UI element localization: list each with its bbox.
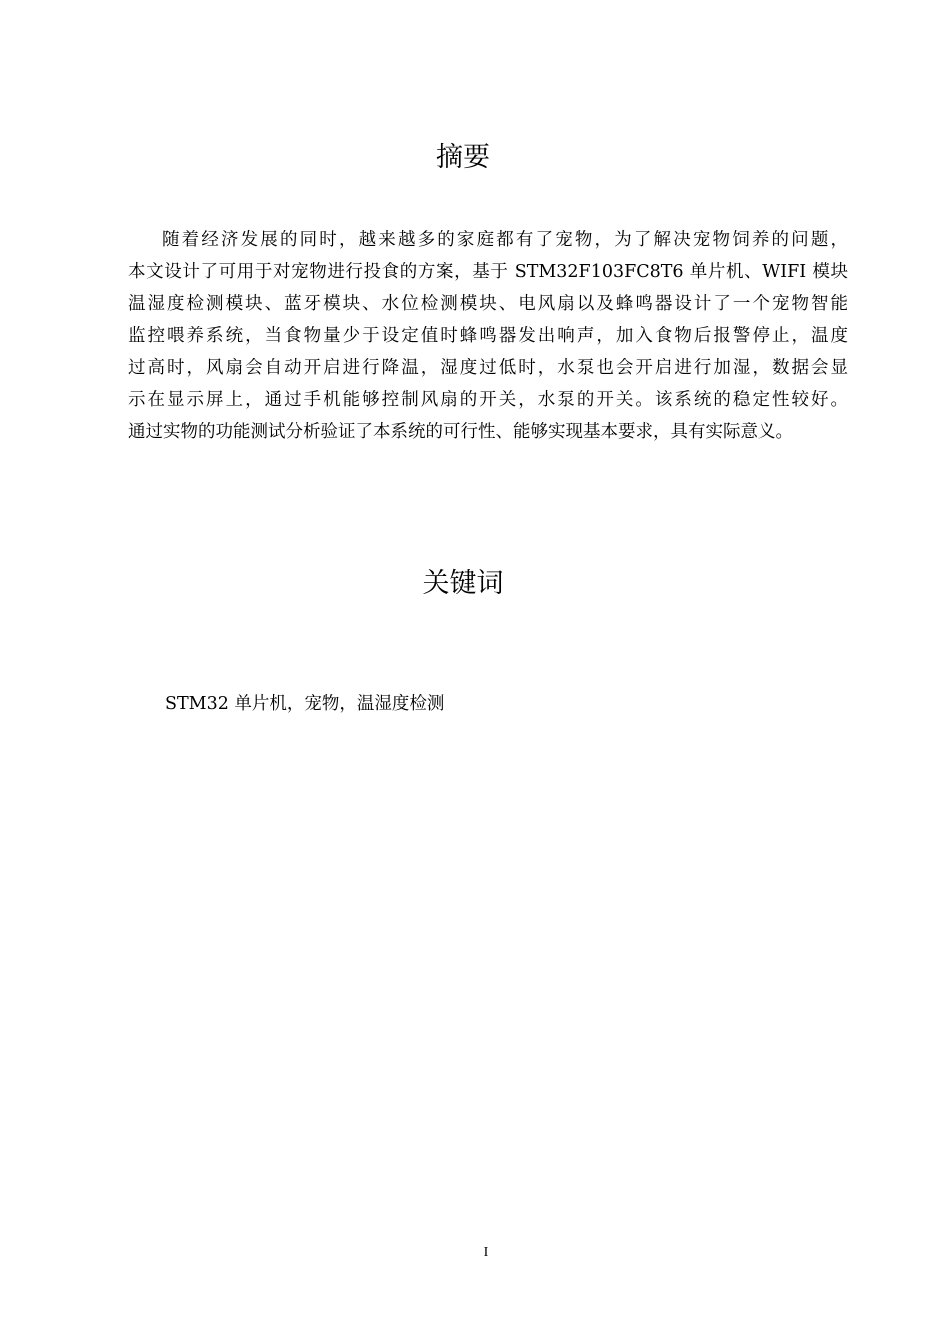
abstract-body: [128, 224, 848, 448]
keywords-text: STM32 单片机，宠物，温湿度检测: [165, 694, 445, 714]
abstract-line: 温湿度检测模块、蓝牙模块、水位检测模块、电风扇以及蜂鸣器设计了一个宠物智能: [128, 294, 848, 314]
keywords-title: 关键词: [422, 568, 504, 599]
abstract-line: 通过实物的功能测试分析验证了本系统的可行性、能够实现基本要求，具有实际意义。: [128, 422, 793, 442]
abstract-line: 随着经济发展的同时，越来越多的家庭都有了宠物，为了解决宠物饲养的问题，: [162, 230, 848, 250]
abstract-line: 本文设计了可用于对宠物进行投食的方案，基于 STM32F103FC8T6 单片机、WIFI 模块: [128, 262, 848, 282]
page-number: I: [483, 1245, 489, 1260]
abstract-line: 过高时，风扇会自动开启进行降温，湿度过低时，水泵也会开启进行加湿，数据会显: [128, 358, 848, 378]
abstract-line: 示在显示屏上，通过手机能够控制风扇的开关，水泵的开关。该系统的稳定性较好。: [128, 390, 848, 410]
abstract-line: 监控喂养系统，当食物量少于设定值时蜂鸣器发出响声，加入食物后报警停止，温度: [128, 326, 848, 346]
abstract-title: 摘要: [436, 142, 490, 173]
